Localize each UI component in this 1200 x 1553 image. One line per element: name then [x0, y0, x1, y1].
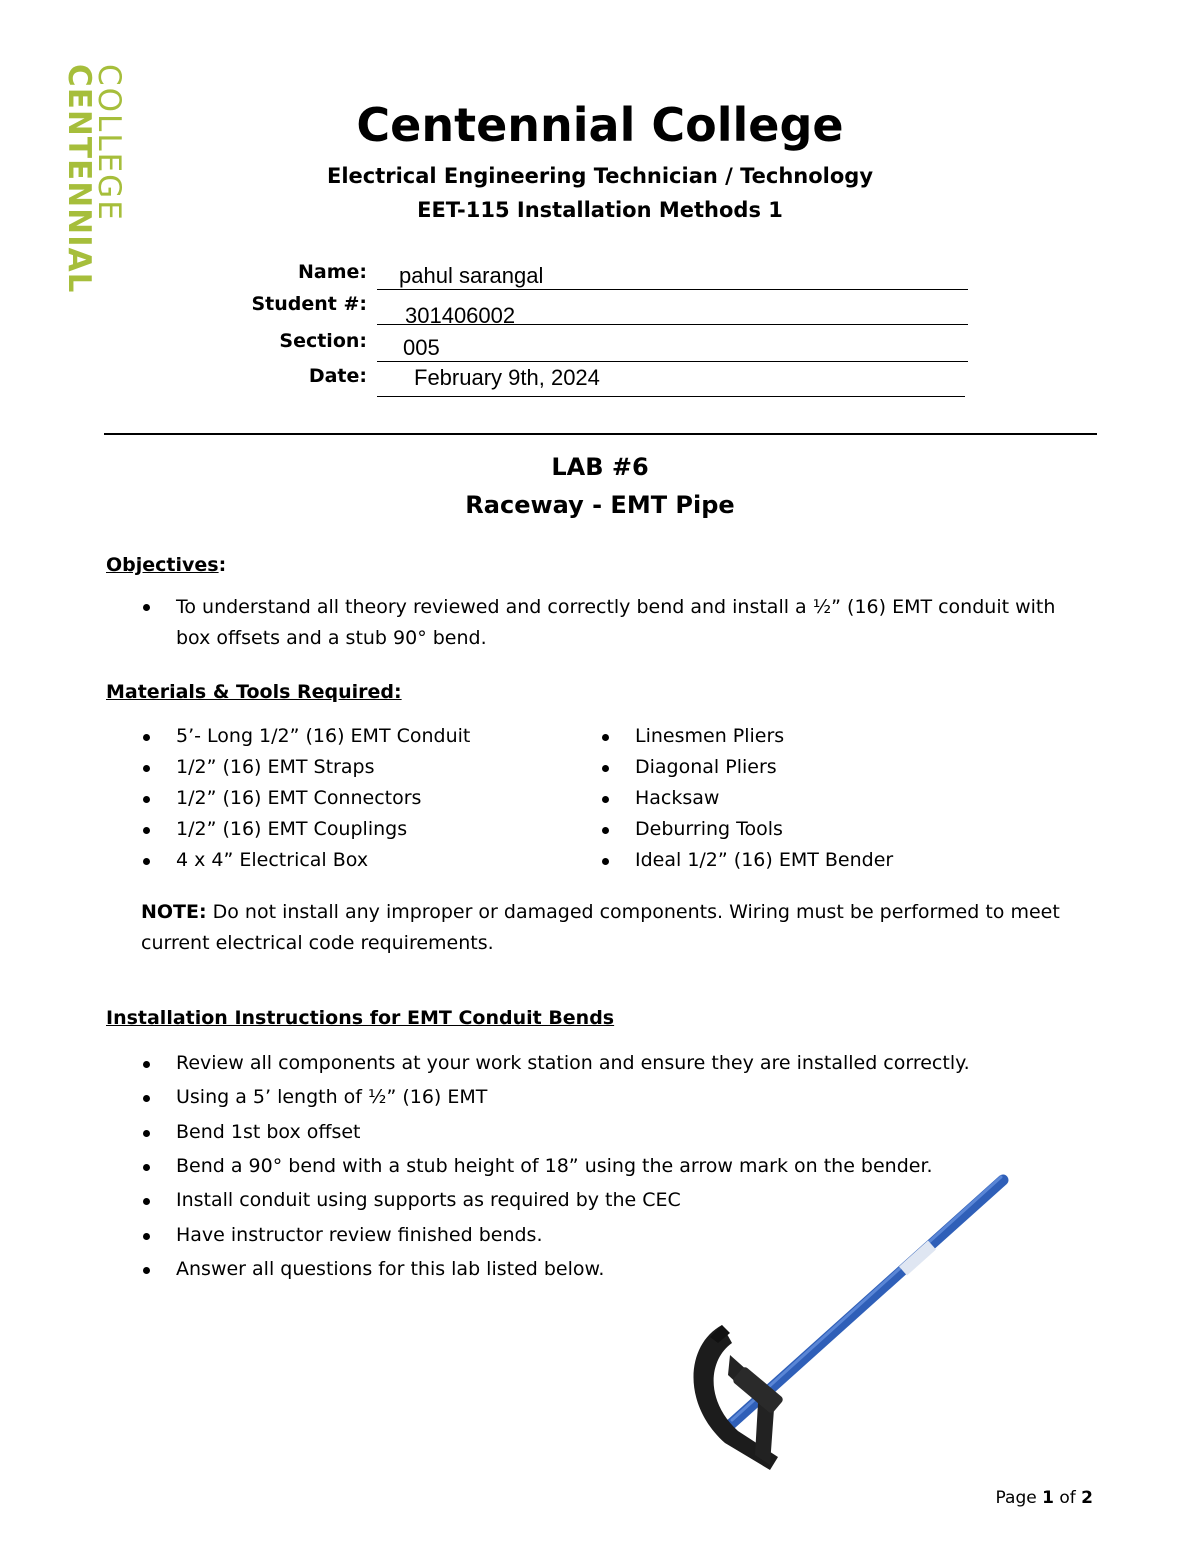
- list-item: Answer all questions for this lab listed below.: [176, 1258, 605, 1280]
- page-title: Centennial College: [356, 98, 844, 152]
- bullet-icon: [602, 827, 609, 834]
- bender-label: [903, 1245, 932, 1271]
- bullet-icon: [143, 1061, 150, 1068]
- lab-title: Raceway - EMT Pipe: [465, 491, 735, 519]
- section-underline: [377, 361, 968, 362]
- program-name: Electrical Engineering Technician / Technology: [326, 164, 874, 188]
- section-field[interactable]: 005: [403, 335, 440, 360]
- bullet-icon: [143, 796, 150, 803]
- name-label: Name:: [297, 261, 367, 283]
- bullet-icon: [143, 765, 150, 772]
- bullet-icon: [143, 1267, 150, 1274]
- bullet-icon: [143, 734, 150, 741]
- student-number-field[interactable]: 301406002: [405, 303, 516, 328]
- bullet-icon: [143, 827, 150, 834]
- bullet-icon: [602, 765, 609, 772]
- date-label: Date:: [308, 365, 367, 387]
- bullet-icon: [143, 1198, 150, 1205]
- list-item: Bend a 90° bend with a stub height of 18” using the arrow mark on the bender.: [176, 1155, 933, 1177]
- bullet-icon: [143, 1233, 150, 1240]
- list-item: Using a 5’ length of ½” (16) EMT: [176, 1086, 488, 1108]
- list-item: Have instructor review finished bends.: [176, 1224, 543, 1246]
- list-item: 4 x 4” Electrical Box: [176, 849, 369, 871]
- bullet-icon: [143, 858, 150, 865]
- objective-line-2: box offsets and a stub 90° bend.: [176, 627, 487, 649]
- list-item: 1/2” (16) EMT Couplings: [176, 818, 408, 840]
- note-line-2: current electrical code requirements.: [141, 932, 494, 954]
- bullet-icon: [602, 858, 609, 865]
- objective-line-1: To understand all theory reviewed and correctly bend and install a ½” (16) EMT conduit with: [176, 596, 1056, 618]
- bullet-icon: [143, 1095, 150, 1102]
- logo-word-centennial: CENTENNIAL: [61, 64, 97, 294]
- section-label: Section:: [279, 330, 367, 352]
- logo-word-college: COLLEGE: [91, 64, 127, 222]
- list-item: Ideal 1/2” (16) EMT Bender: [635, 849, 894, 871]
- instructions-heading: Installation Instructions for EMT Conduit Bends: [106, 1007, 615, 1029]
- list-item: Linesmen Pliers: [635, 725, 785, 747]
- date-underline: [377, 396, 965, 397]
- bender-handle-highlight: [732, 1177, 1001, 1420]
- bullet-icon: [143, 1164, 150, 1171]
- lab-number: LAB #6: [551, 453, 649, 481]
- materials-heading: Materials & Tools Required:: [106, 681, 402, 703]
- bullet-icon: [143, 604, 150, 611]
- list-item: Hacksaw: [635, 787, 720, 809]
- list-item: Install conduit using supports as required by the CEC: [176, 1189, 681, 1211]
- list-item: Deburring Tools: [635, 818, 783, 840]
- student-number-underline: [377, 324, 968, 325]
- objectives-heading: Objectives:: [106, 554, 227, 576]
- bullet-icon: [602, 796, 609, 803]
- page-number: Page 1 of 2: [995, 1488, 1093, 1508]
- list-item: Review all components at your work station and ensure they are installed correctly.: [176, 1052, 970, 1074]
- course-name: EET-115 Installation Methods 1: [417, 198, 783, 222]
- bullet-icon: [602, 734, 609, 741]
- emt-bender-image: [670, 1165, 1015, 1485]
- note-line-1: NOTE: Do not install any improper or damaged components. Wiring must be performed to meet: [141, 901, 1060, 923]
- name-field[interactable]: pahul sarangal: [399, 263, 544, 288]
- header-divider: [104, 433, 1097, 435]
- list-item: 1/2” (16) EMT Connectors: [176, 787, 422, 809]
- list-item: 5’- Long 1/2” (16) EMT Conduit: [176, 725, 471, 747]
- list-item: 1/2” (16) EMT Straps: [176, 756, 375, 778]
- bullet-icon: [143, 1130, 150, 1137]
- student-number-label: Student #:: [251, 293, 367, 315]
- date-field[interactable]: February 9th, 2024: [414, 365, 600, 390]
- name-underline: [377, 289, 968, 290]
- list-item: Bend 1st box offset: [176, 1121, 361, 1143]
- list-item: Diagonal Pliers: [635, 756, 777, 778]
